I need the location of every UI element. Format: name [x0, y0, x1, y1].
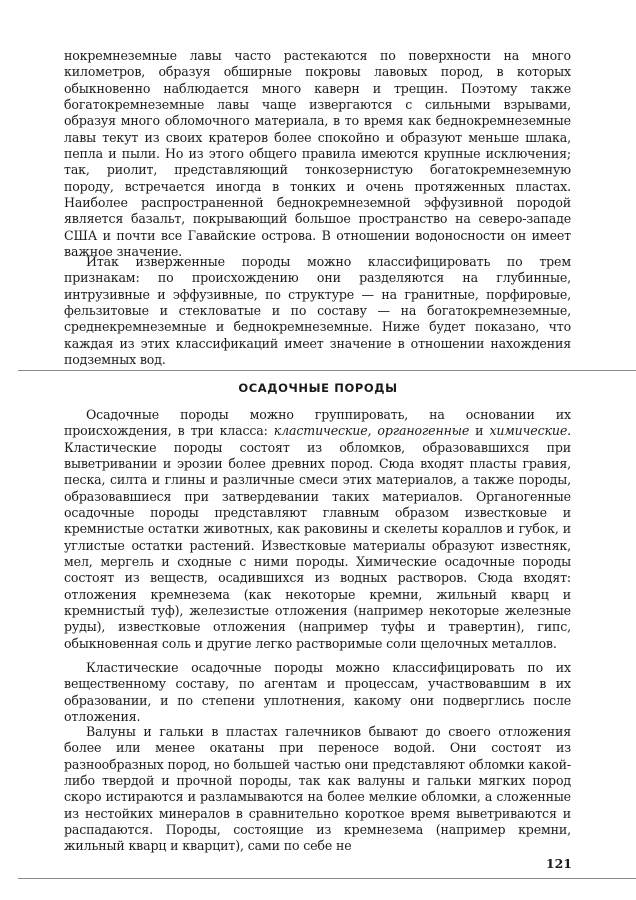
p3-intro-text: Осадочные породы можно группировать, на основании их происхождения, в три класса: [64, 407, 571, 439]
footer-rule [18, 878, 636, 879]
paragraph-sedimentary-classes [64, 407, 571, 652]
p3-body-text: Кластические породы состоят из обломков, образовавшихся при выветривании и эрозии более древних пород. Сюда входят пласты гравия, песка, силта и глины и различные смеси этих материалов, а также породы, образовавшиеся при затвердевании таких материалов. Органогенные осадочные породы представляют главным образом известковые и кремнистые остатки животных, как раковины и скелеты кораллов и губок, и углистые остатки растений. Известковые материалы образуют известняк, мел, мергель и сходные с ними породы. Химические осадочные породы состоят из веществ, осадившихся из водных растворов. Сюда входят: отложения кремнезема (как некоторые кремни, жильный кварц и кремнистый туф), железистые отложения (например некоторые железные руды), известковые отложения (например туфы и травертин), гипс, обыкновенная соль и другие легко растворимые соли щелочных металлов. [64, 439, 571, 651]
paragraph-igneous-lavas: нокремнеземные лавы часто растекаются по поверхности на много километров, образуя обширные покровы лавовых пород, в которых обыкновенно наблюдается много каверн и трещин. Поэтому также богатокремнеземные лавы чаще извергаются с сильными взрывами, образуя много обломочного материала, в то время как беднокремнеземные лавы текут из своих кратеров более спокойно и образуют меньше шлака, пепла и пыли. Но из этого общего правила имеются крупные исключения; так, риолит, представляющий тонкозернистую богатокремнеземную породу, встречается иногда в тонких и очень протяженных пластах. Наиболее распространенной беднокремнеземной эффузивной породой является базальт, покрывающий большое пространство на северо-западе США и почти все Гавайские острова. В отношении водоносности он имеет важное значение. [64, 48, 571, 260]
paragraph-clastic-classification: Кластические осадочные породы можно классифицировать по их вещественному составу, по агентам и процессам, участвовавшим в их образовании, и по степени уплотнения, какому они подверглись после отложения. [64, 660, 571, 725]
paragraph-boulders-pebbles: Валуны и гальки в пластах галечников бывают до своего отложения более или менее окатаны при переносе водой. Они состоят из разнообразных пород, но большей частью они представляют обломки какой-либо твердой и прочной породы, так как валуны и гальки мягких пород скоро истираются и разламываются на более мелкие обломки, а сложенные из нестойких минералов в сравнительно короткое время выветриваются и распадаются. Породы, состоящие из кремнезема (например кремни, жильный кварц и кварцит), сами по себе не [64, 724, 571, 854]
page-number: 121 [545, 856, 572, 871]
term-chemical: химические. [489, 423, 571, 439]
p3-and-text: и [469, 423, 490, 439]
section-divider-top [18, 370, 636, 371]
paragraph-igneous-classification: Итак изверженные породы можно классифицировать по трем признакам: по происхождению они разделяются на глубинные, интрузивные и эффузивные, по структуре — на гранитные, порфировые, фельзитовые и стекловатые и по составу — на богатокремнеземные, среднекремнеземные и беднокремнеземные. Ниже будет показано, что каждая из этих классификаций имеет значение в отношении нахождения подземных вод. [64, 254, 571, 368]
term-clastic-organogenic: кластические, органогенные [273, 423, 470, 439]
section-heading: ОСАДОЧНЫЕ ПОРОДЫ [238, 381, 398, 395]
